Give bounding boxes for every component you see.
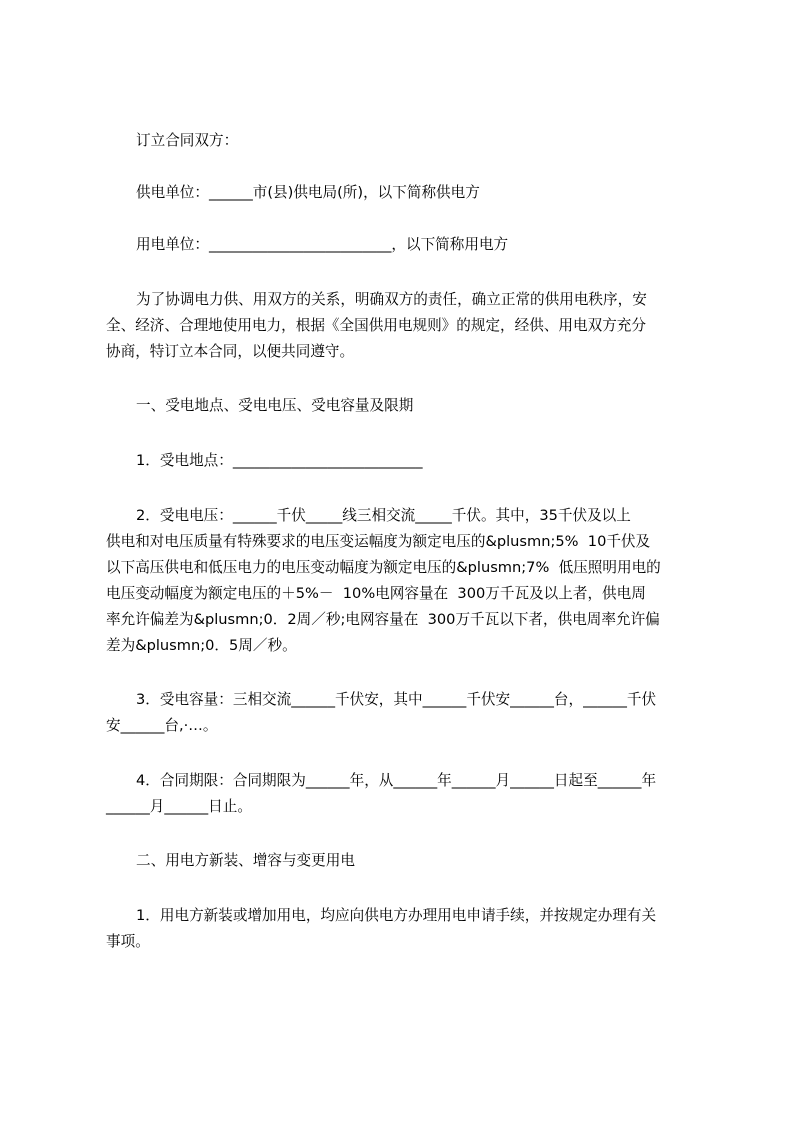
section2-heading: 二、用电方新装、增容与变更用电 <box>136 852 355 869</box>
user-line: 用电单位：_________________________，以下简称用电方 <box>136 236 509 253</box>
supplier-line: 供电单位：______市(县)供电局(所)，以下简称供电方 <box>136 184 480 201</box>
section1-item2 <box>106 503 708 659</box>
intro-line: 协商，特订立本合同，以便共同遵守。 <box>106 343 355 360</box>
parties-heading: 订立合同双方： <box>136 132 239 149</box>
section1-item4 <box>106 768 708 820</box>
item3-line: 安______台,·…。 <box>106 717 218 734</box>
section2-item1-line: 事项。 <box>106 933 150 950</box>
item2-line: 差为&plusmn;0．5周／秒。 <box>106 637 297 654</box>
item2-line: 供电和对电压质量有特殊要求的电压变运幅度为额定电压的&plusmn;5% 10千伏及 <box>106 533 651 550</box>
intro-line: 全、经济、合理地使用电力，根据《全国供用电规则》的规定，经供、用电双方充分 <box>106 317 646 334</box>
section2-item1 <box>106 903 708 955</box>
section2-item1-line: 1．用电方新装或增加用电，均应向供电方办理用电申请手续，并按规定办理有关 <box>136 907 657 924</box>
item2-line: 以下高压供电和低压电力的电压变动幅度为额定电压的&plusmn;7% 低压照明用电的 <box>106 559 661 576</box>
item2-line: 率允许偏差为&plusmn;0．2周／秒;电网容量在 300万千瓦以下者，供电周率允许偏 <box>106 611 660 628</box>
item4-line: 4．合同期限：合同期限为______年，从______年______月______日起至______年 <box>136 772 657 789</box>
item2-line: 电压变动幅度为额定电压的＋5%－ 10%电网容量在 300万千瓦及以上者，供电周 <box>106 585 646 602</box>
item4-line: ______月______日止。 <box>106 798 252 815</box>
section1-heading: 一、受电地点、受电电压、受电容量及限期 <box>136 397 414 414</box>
item3-line: 3．受电容量：三相交流______千伏安，其中______千伏安______台，______千伏 <box>136 691 657 708</box>
section1-item3 <box>106 687 708 739</box>
intro-line: 为了协调电力供、用双方的关系，明确双方的责任，确立正常的供用电秩序，安 <box>136 291 647 308</box>
intro-paragraph <box>106 287 708 365</box>
item2-line: 2．受电电压：______千伏_____线三相交流_____千伏。其中，35千伏及以上 <box>136 507 631 524</box>
section1-item1: 1．受电地点：__________________________ <box>136 452 423 469</box>
